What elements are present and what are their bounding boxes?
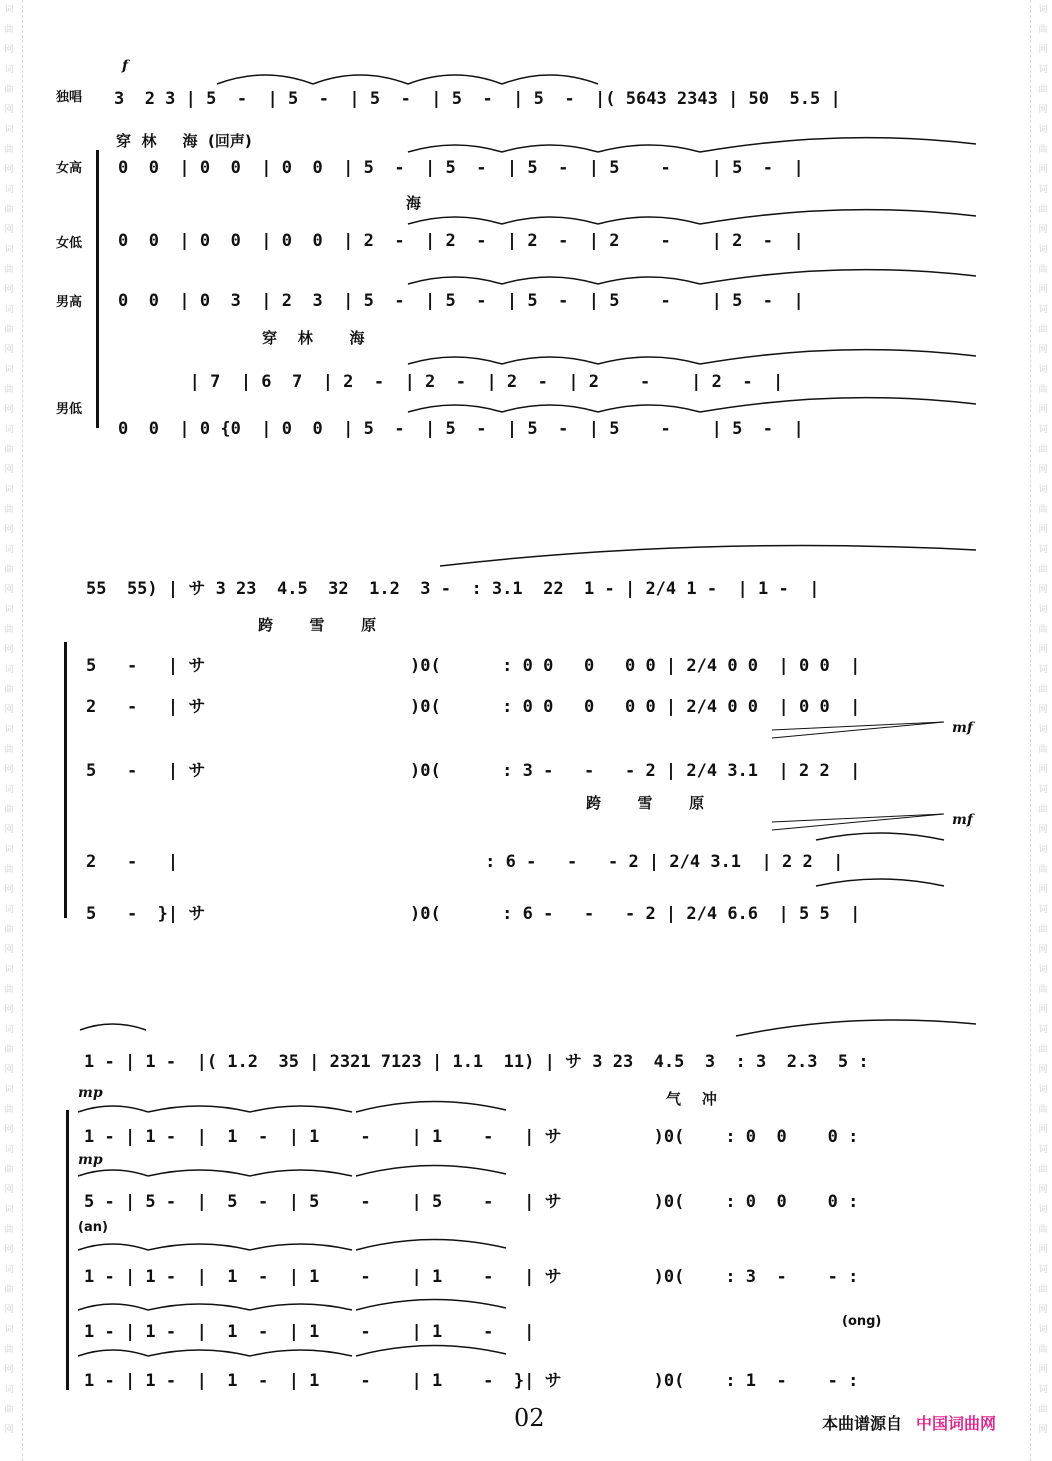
footer-credit <box>822 1411 996 1434</box>
notes-alto: 0 0 | 0 0 | 0 0 | 2 - | 2 - | 2 - | 2 - | 2 - | <box>118 231 804 251</box>
lyrics-solo: 跨 雪 原 <box>258 616 377 634</box>
notes-alto: 2 - | サ )0( : 0 0 0 0 0 | 2/4 0 0 | 0 0 | <box>86 697 861 717</box>
dynamic-marking: mf <box>952 720 973 736</box>
part-label-alto: 女低 <box>56 236 83 251</box>
notes-soprano: 0 0 | 0 0 | 0 0 | 5 - | 5 - | 5 - | 5 - | 5 - | <box>118 158 804 178</box>
dynamic-marking: mp <box>78 1085 103 1101</box>
footer-brand-link[interactable]: 中国词曲网 <box>916 1414 997 1433</box>
notes-bass-upper: 1 - | 1 - | 1 - | 1 - | 1 - | <box>84 1322 535 1342</box>
notes-tenor: 1 - | 1 - | 1 - | 1 - | 1 - | サ )0( : 3 - - : <box>84 1267 859 1287</box>
notes-bass-lower: 1 - | 1 - | 1 - | 1 - | 1 - }| サ )0( : 1 - - : <box>84 1371 859 1391</box>
notes-alto: 5 - | 5 - | 5 - | 5 - | 5 - | サ )0( : 0 0 0 : <box>84 1192 859 1212</box>
dynamic-marking: mp <box>78 1152 103 1168</box>
part-label-bass: 男低 <box>56 402 83 417</box>
part-label-solo: 独唱 <box>56 90 83 105</box>
notes-soprano: 1 - | 1 - | 1 - | 1 - | 1 - | サ )0( : 0 0 0 : <box>84 1127 859 1147</box>
part-label-tenor: 男高 <box>56 295 83 310</box>
notes-solo: 55 55) | サ 3 23 4.5 32 1.2 3 - : 3.1 22 1 - | 2/4 1 - | 1 - | <box>86 579 820 599</box>
notes-soprano: 5 - | サ )0( : 0 0 0 0 0 | 2/4 0 0 | 0 0 | <box>86 656 861 676</box>
lyrics-bass: (ong) <box>842 1314 882 1329</box>
notes-bass-upper: | 7 | 6 7 | 2 - | 2 - | 2 - | 2 - | 2 - | <box>118 372 784 392</box>
lyrics-solo: 穿 林 海 (回声) <box>116 132 252 150</box>
dynamic-marking: mf <box>952 812 973 828</box>
lyrics-tenor: (an) <box>78 1220 108 1235</box>
lyrics-tenor: 穿 林 海 <box>262 329 365 347</box>
dynamic-marking: f <box>122 58 129 74</box>
footer-source-text: 本曲谱源自 <box>822 1414 903 1433</box>
notes-tenor: 5 - | サ )0( : 3 - - - 2 | 2/4 3.1 | 2 2 | <box>86 761 861 781</box>
watermark-right: 词曲网词曲网词曲网词曲网词曲网词曲网词曲网词曲网词曲网词曲网词曲网词曲网词曲网词曲网词曲网词曲网词曲网词曲网词曲网词曲网词曲网词曲网词曲网词曲网 <box>1038 5 1048 1435</box>
notes-solo: 3 2 3 | 5 - | 5 - | 5 - | 5 - | 5 - |( 5643 2343 | 50 5.5 | <box>114 89 841 109</box>
part-label-soprano: 女高 <box>56 161 83 176</box>
page-number: 02 <box>514 1404 545 1432</box>
notes-tenor: 0 0 | 0 3 | 2 3 | 5 - | 5 - | 5 - | 5 - | 5 - | <box>118 291 804 311</box>
notes-solo: 1 - | 1 - |( 1.2 35 | 2321 7123 | 1.1 11) | サ 3 23 4.5 3 : 3 2.3 5 : <box>84 1052 869 1072</box>
lyrics-tenor: 跨 雪 原 <box>586 794 705 812</box>
notes-bass-lower: 0 0 | 0 {0 | 0 0 | 5 - | 5 - | 5 - | 5 - | 5 - | <box>118 419 804 439</box>
notes-bass-lower: 5 - }| サ )0( : 6 - - - 2 | 2/4 6.6 | 5 5 | <box>86 904 861 924</box>
lyrics-solo: 气 冲 <box>666 1090 717 1108</box>
watermark-left: 词曲网词曲网词曲网词曲网词曲网词曲网词曲网词曲网词曲网词曲网词曲网词曲网词曲网词曲网词曲网词曲网词曲网词曲网词曲网词曲网词曲网词曲网词曲网词曲网 <box>4 5 14 1435</box>
notes-bass-upper: 2 - | : 6 - - - 2 | 2/4 3.1 | 2 2 | <box>86 852 844 872</box>
lyrics-alto: 海 <box>406 194 422 212</box>
